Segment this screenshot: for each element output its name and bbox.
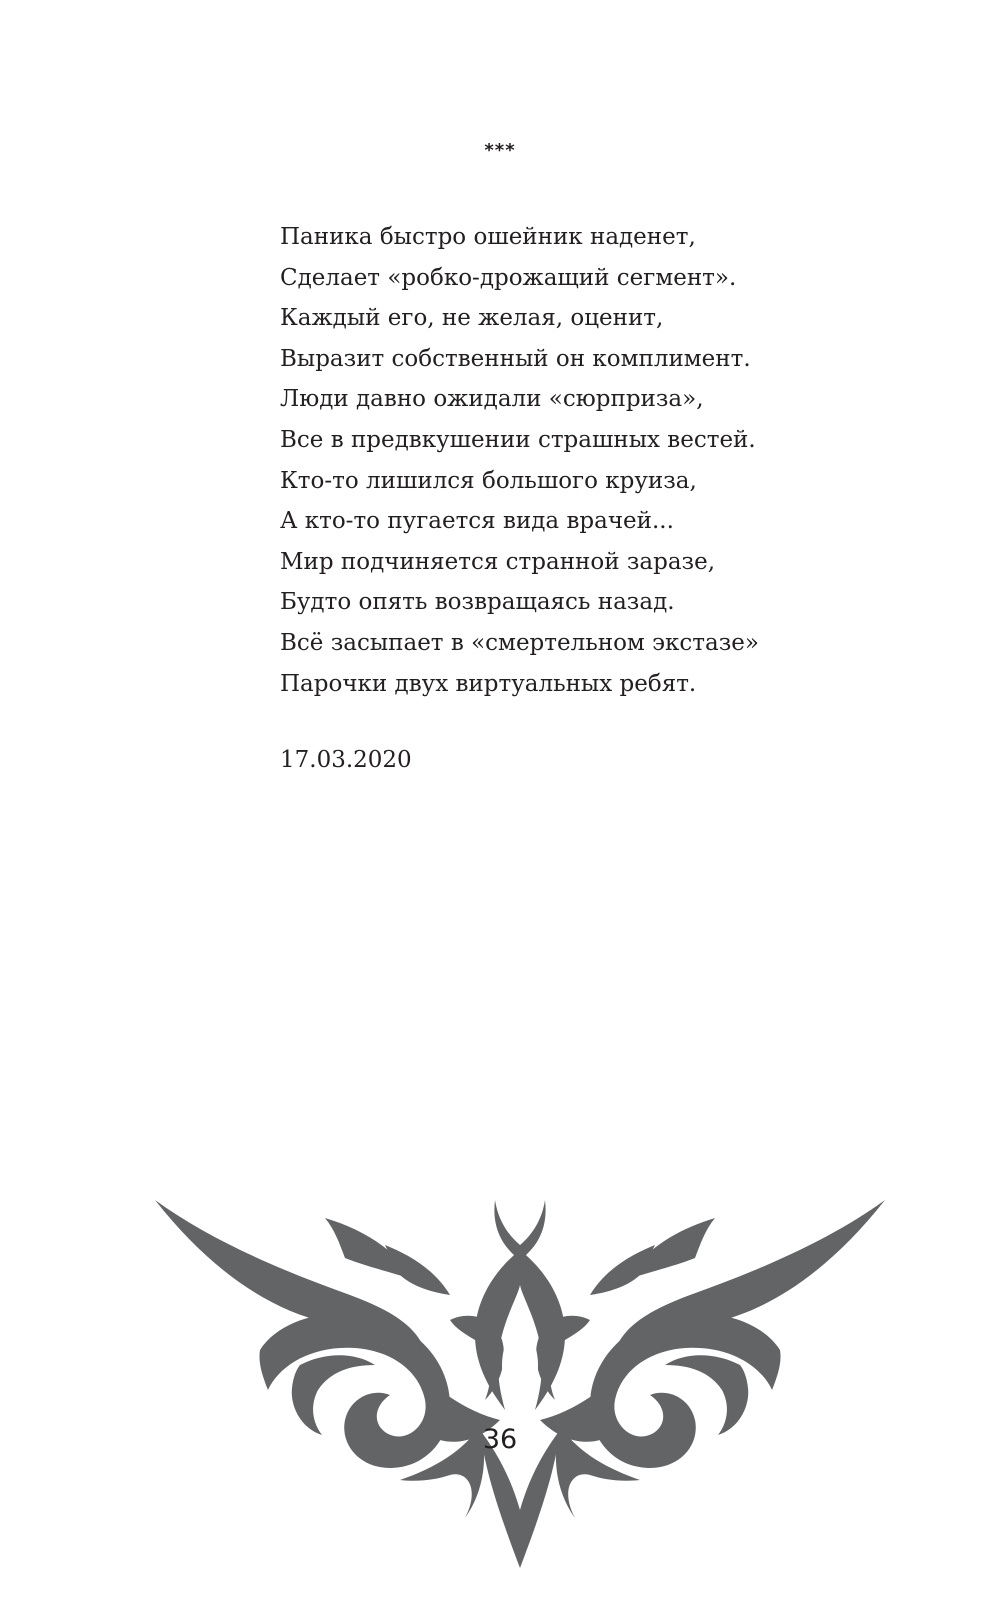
- section-mark: ***: [484, 140, 516, 161]
- page-number: 36: [482, 1424, 518, 1455]
- poem-line: Парочки двух виртуальных ребят.: [280, 670, 697, 697]
- poem-date: 17.03.2020: [280, 747, 412, 773]
- poem-line: Выразит собственный он комплимент.: [280, 345, 751, 372]
- poem-line: А кто-то пугается вида врачей...: [280, 508, 674, 535]
- poem: [280, 217, 900, 704]
- tribal-ornament-icon: [150, 1200, 890, 1570]
- poem-line: Люди давно ожидали «сюрприза»,: [280, 386, 704, 413]
- poem-line: Каждый его, не желая, оценит,: [280, 305, 664, 332]
- poem-line: Все в предвкушении страшных вестей.: [280, 426, 756, 453]
- poem-line: Кто-то лишился большого круиза,: [280, 467, 697, 494]
- poem-line: Всё засыпает в «смертельном экстазе»: [280, 629, 759, 656]
- poem-line: Будто опять возвращаясь назад.: [280, 589, 675, 616]
- poem-line: Мир подчиняется странной заразе,: [280, 548, 716, 575]
- poem-line: Сделает «робко-дрожащий сегмент».: [280, 264, 737, 291]
- poem-line: Паника быстро ошейник наденет,: [280, 224, 696, 250]
